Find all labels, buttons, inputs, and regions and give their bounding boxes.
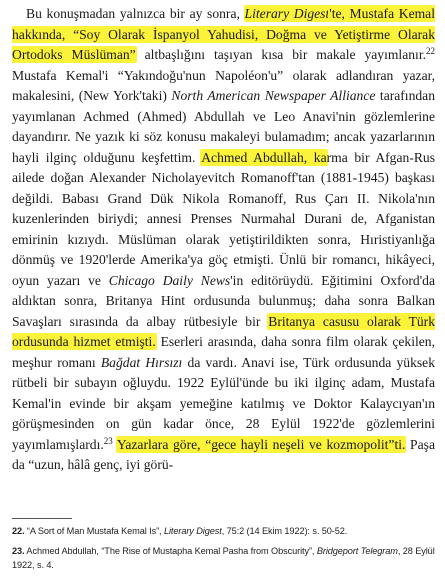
highlight-article-subtitle: 'te, Mustafa Kemal hakkında, “Soy Olarak İspanyol Yahudisi, Doğma ve Yetiştirme Olarak Ortodoks Müslüman”	[12, 6, 435, 62]
footnote-23	[12, 544, 435, 572]
text-run: tarafından yayımlanan Achmed (Ahmed) Abdullah ve Leo Anavi'nin gözlemlerine dayandırır. Ne yazık ki söz konusu makaleyi bulamadım; ancak yazarlarının hayli ilginç olduğunu keşfettim.	[12, 88, 436, 165]
highlight-literary-digest: Literary Digest	[244, 6, 330, 21]
main-paragraph	[12, 4, 435, 476]
text-run: da vardı. Anavi ise, Türk ordusunda yüksek rütbeli bir subayın oğluydu. 1922 Eylül'ünde bu iki ilginç adam, Mustafa Kemal'in evinde bir akşam yemeğine katılmış ve Doktor Kalaycıyan'ın görüşmesinden on gün kadar önce, 28 Eylül 1922'de gözlemlerini yayımlamışlardı.	[12, 354, 435, 452]
italic-chicago-daily-news: Chicago Daily News	[108, 272, 231, 288]
text-run: Eserleri arasında, daha sonra film olarak çekilen, meşhur romanı	[12, 334, 435, 370]
footnote-text: , 28 Eylül 1922, s. 4.	[12, 546, 435, 570]
footnote-22	[12, 524, 435, 538]
footnote-source: Bridgeport Telegram	[316, 546, 398, 556]
paragraph-body	[12, 4, 435, 476]
text-run: Bu konuşmadan yalnızca bir ay sonra,	[26, 6, 245, 21]
highlight-cosmopolitan: Yazarlara göre, “gece hayli neşeli ve kozmopolit”ti.	[116, 436, 406, 452]
footnote-number: 23.	[12, 546, 25, 556]
text-run: 'in editörüydü. Eğitimini Oxford'da aldıktan sonra, Britanya Hint ordusunda bulunmuş; daha sonra Balkan Savaşları sırasında da albay rütbesiyle bir	[12, 272, 435, 329]
italic-thief-of-baghdad: Bağdat Hırsızı	[100, 354, 183, 370]
footnote-number: 22.	[12, 526, 25, 536]
footnote-text: , 75:2 (14 Ekim 1922): s. 50-52.	[221, 526, 348, 536]
footnote-ref-23: 23	[103, 435, 113, 446]
text-run: Paşa da “uzun, hâlâ genç, iyi görü-	[12, 436, 435, 472]
text-run: Mustafa Kemal'i “Yakındoğu'nun Napoléon'u” olarak adlandıran yazar, makalesini, (New York'taki)	[12, 67, 435, 103]
footnote-text: Achmed Abdullah, “The Rise of Mustapha Kemal Pasha from Obscurity”,	[24, 546, 317, 556]
footnote-text: “A Sort of Man Mustafa Kemal Is”,	[24, 526, 164, 536]
footnote-source: Literary Digest	[163, 526, 222, 536]
text-run: altbaşlığını taşıyan kısa bir makale yayımlanır.	[135, 47, 426, 62]
text-run: rma bir Afgan-Rus ailede doğan Alexander Nicholayevitch Romanoff'tan (1881-1945) başkası değildi. Babası Grand Dük Nikola Romanoff, Rus Çarı II. Nikola'nın kuzenlerinden biriydi; annesi Prenses Nurmahal Durani de, Afganistan emirinin kızıydı. Müslüman olarak yetiştirildikten sonra, Hıristiyanlığa dönmüş ve 1920'lerde Amerika'ya göç etmişti. Ünlü bir romancı, hikâyeci, oyun yazarı ve	[12, 149, 435, 288]
highlight-achmed-abdullah: Achmed Abdullah, ka	[201, 149, 327, 165]
italic-alliance: North American Newspaper Alliance	[171, 88, 376, 103]
footnotes	[12, 524, 435, 578]
footnote-divider	[12, 518, 72, 519]
highlight-spy: Britanya casusu olarak Türk ordusunda hizmet etmişti.	[12, 313, 436, 349]
footnote-ref-22: 22	[426, 46, 435, 56]
